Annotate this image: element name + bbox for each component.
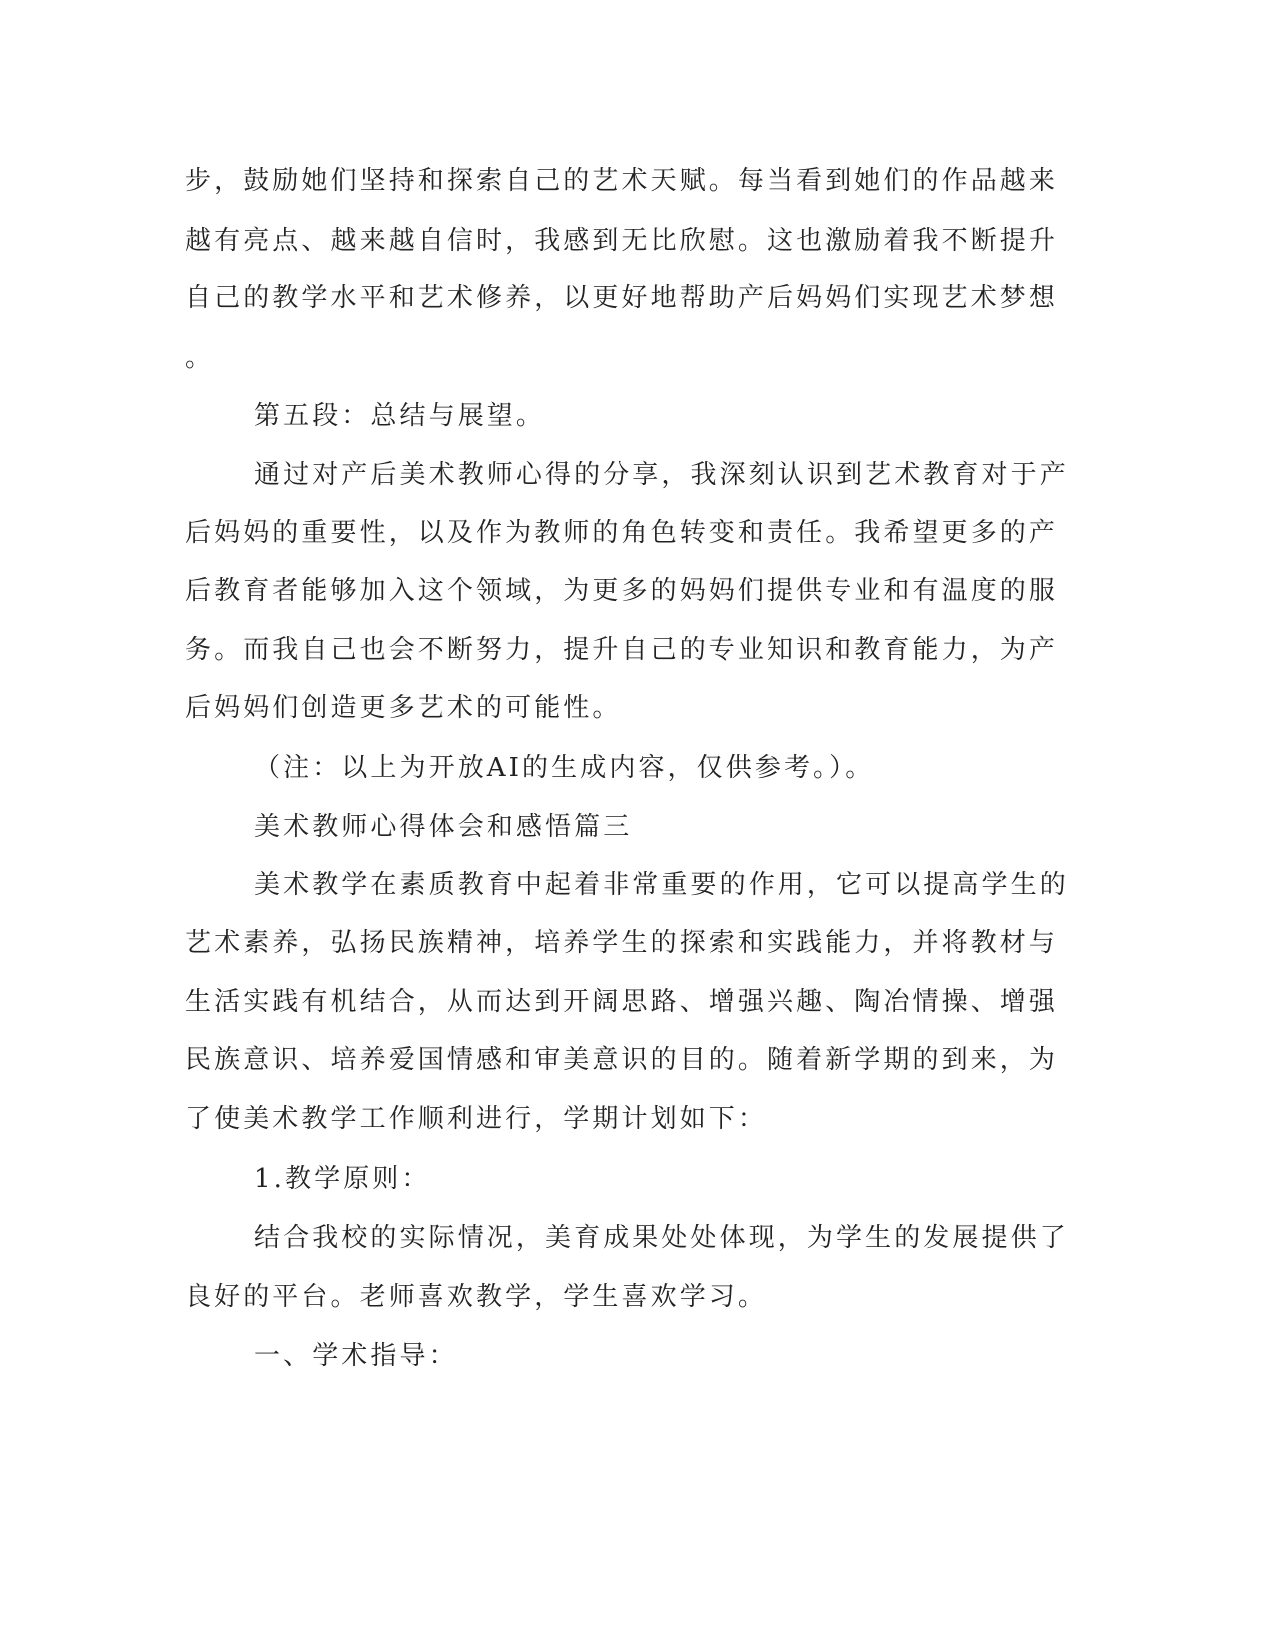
text-line: 良好的平台。老师喜欢教学，学生喜欢学习。: [185, 1282, 768, 1312]
text-line: 通过对产后美术教师心得的分享，我深刻认识到艺术教育对于产: [254, 460, 1069, 490]
article-title: 美术教师心得体会和感悟篇三: [254, 812, 633, 842]
subheading-principles: 1.教学原则：: [254, 1164, 431, 1194]
text-line: 艺术素养，弘扬民族精神，培养学生的探索和实践能力，并将教材与: [185, 928, 1059, 958]
subheading-academic: 一、学术指导：: [254, 1341, 458, 1371]
text-line: 越有亮点、越来越自信时，我感到无比欣慰。这也激励着我不断提升: [185, 226, 1059, 256]
note: （注：以上为开放AI的生成内容，仅供参考。）。: [254, 753, 875, 783]
text-line: 后妈妈们创造更多艺术的可能性。: [185, 693, 622, 723]
section-heading: 第五段：总结与展望。: [254, 401, 546, 431]
text-line: 后教育者能够加入这个领域，为更多的妈妈们提供专业和有温度的服: [185, 576, 1059, 606]
text-line: 民族意识、培养爱国情感和审美意识的目的。随着新学期的到来，为: [185, 1045, 1059, 1075]
text-line: 自己的教学水平和艺术修养，以更好地帮助产后妈妈们实现艺术梦想: [185, 283, 1059, 313]
text-line: 。: [185, 343, 215, 373]
text-line: 美术教学在素质教育中起着非常重要的作用，它可以提高学生的: [254, 870, 1069, 900]
text-line: 结合我校的实际情况，美育成果处处体现，为学生的发展提供了: [254, 1223, 1069, 1253]
text-line: 生活实践有机结合，从而达到开阔思路、增强兴趣、陶冶情操、增强: [185, 987, 1059, 1017]
text-line: 务。而我自己也会不断努力，提升自己的专业知识和教育能力，为产: [185, 635, 1059, 665]
text-line: 步，鼓励她们坚持和探索自己的艺术天赋。每当看到她们的作品越来: [185, 166, 1059, 196]
text-line: 了使美术教学工作顺利进行，学期计划如下：: [185, 1104, 768, 1134]
text-line: 后妈妈的重要性，以及作为教师的角色转变和责任。我希望更多的产: [185, 518, 1059, 548]
